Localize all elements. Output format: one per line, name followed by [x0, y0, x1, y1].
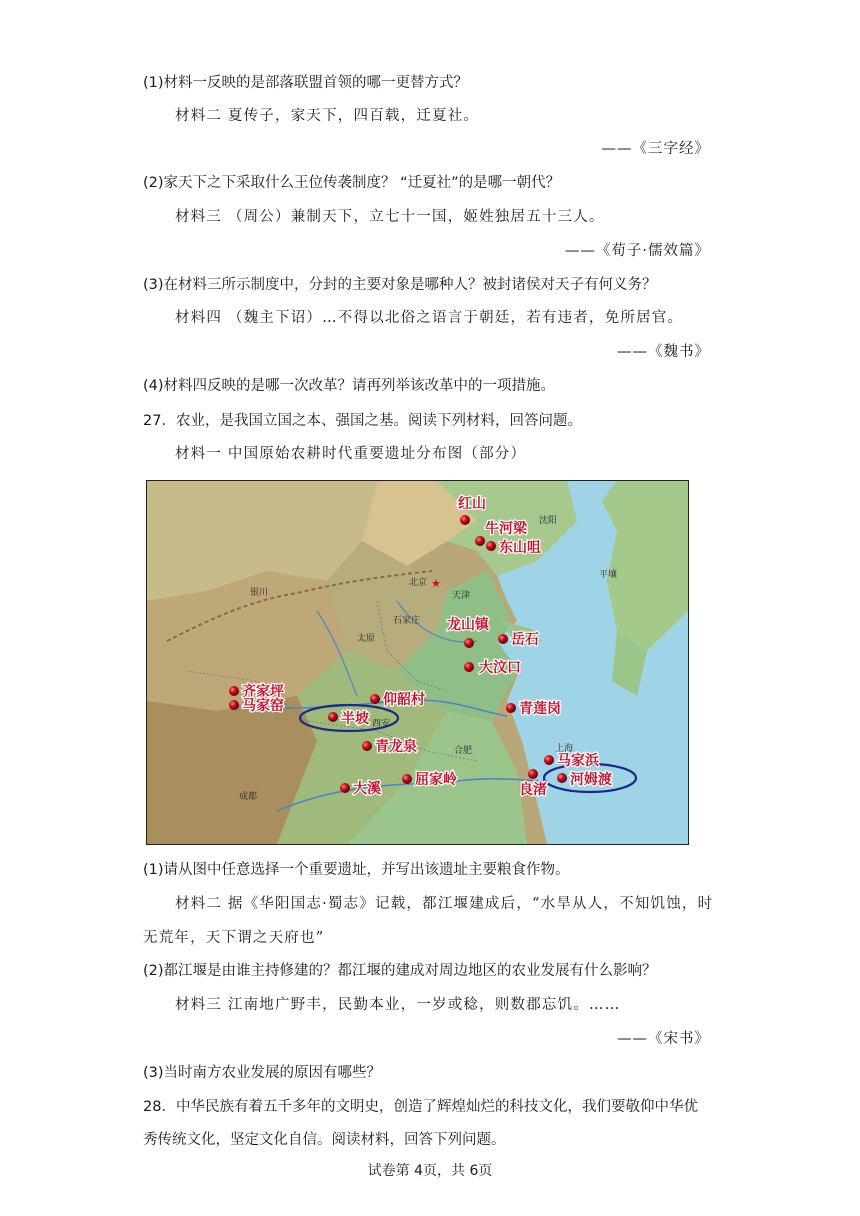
site-label-majiabang: 马家浜: [557, 753, 599, 769]
material-27-1: 材料一 中国原始农耕时代重要遗址分布图（部分）: [175, 446, 527, 462]
place-xian: 西安: [372, 719, 391, 729]
site-marker-qinglongquan: [362, 741, 372, 751]
site-label-dawenkou: 大汶口: [479, 660, 521, 676]
site-marker-longshanzhen: [464, 638, 474, 648]
question-1: (1)材料一反映的是部落联盟首领的哪一更替方式？: [143, 75, 469, 91]
question-27-2: (2)都江堰是由谁主持修建的？都江堰的建成对周边地区的农业发展有什么影响？: [143, 963, 657, 979]
site-label-banpo: 半坡: [341, 711, 369, 727]
source-2: ——《三字经》: [601, 141, 710, 157]
site-marker-yangshaocun: [370, 694, 380, 704]
site-marker-hongshan: [460, 515, 470, 525]
site-label-niuheliang: 牛河梁: [485, 521, 527, 537]
material-27-2-line2: 无荒年，天下谓之天府也”: [143, 930, 325, 946]
site-label-liangzhu: 良渚: [519, 782, 547, 798]
question-27-3: (3)当时南方农业发展的原因有哪些？: [143, 1065, 382, 1081]
site-label-qujialing: 屈家岭: [415, 772, 457, 788]
site-marker-yueshi: [498, 634, 508, 644]
question-28-line1: 28．中华民族有着五千多年的文明史，创造了辉煌灿烂的科技文化，我们要敬仰中华优: [143, 1099, 698, 1115]
site-label-qinglongquan: 青龙泉: [375, 739, 417, 755]
site-label-qinglian-gang: 青莲岗: [519, 701, 561, 717]
site-marker-banpo: [328, 712, 338, 722]
question-27-1: (1)请从图中任意选择一个重要遗址，并写出该遗址主要粮食作物。: [143, 862, 570, 878]
site-marker-daxi: [340, 783, 350, 793]
question-2: (2)家天下之下采取什么王位传袭制度？ “迁夏社”的是哪一朝代？: [143, 175, 561, 191]
place-shijiazhuang: 石家庄: [393, 616, 421, 626]
place-shenyang: 沈阳: [539, 516, 558, 526]
site-label-dongshanzui: 东山咀: [499, 540, 541, 556]
place-taiyuan: 太原: [357, 634, 376, 644]
beijing-star-icon: ★: [431, 577, 441, 590]
site-label-daxi: 大溪: [353, 781, 381, 797]
question-4: (4)材料四反映的是哪一次改革？请再列举该改革中的一项措施。: [143, 378, 556, 394]
material-2: 材料二 夏传子，家天下，四百载，迁夏社。: [175, 108, 480, 124]
site-marker-dawenkou: [464, 662, 474, 672]
place-pyongyang: 平壤: [599, 570, 618, 580]
site-marker-qijiaping: [229, 686, 239, 696]
site-label-qijiaping: 齐家坪: [242, 684, 284, 700]
site-marker-hemudu: [557, 773, 567, 783]
site-marker-qujialing: [402, 774, 412, 784]
place-shanghai: 上海: [555, 744, 574, 754]
place-tianjin: 天津: [452, 591, 471, 601]
site-marker-dongshanzui: [486, 541, 496, 551]
site-label-majiayao: 马家窑: [242, 698, 284, 714]
site-label-hongshan: 红山: [458, 496, 486, 512]
site-marker-majiabang: [544, 755, 554, 765]
material-27-2-line1: 材料二 据《华阳国志·蜀志》记载，都江堰建成后，“水旱从人，不知饥蚀，时: [175, 896, 714, 912]
source-3: ——《荀子·儒效篇》: [564, 243, 710, 259]
site-marker-niuheliang: [475, 536, 485, 546]
site-marker-liangzhu: [528, 769, 538, 779]
place-yinchuan: 银川: [250, 588, 269, 598]
site-distribution-map: [146, 480, 689, 845]
question-28-line2: 秀传统文化，坚定文化自信。阅读材料，回答下列问题。: [143, 1132, 506, 1148]
source-4: ——《魏书》: [617, 344, 710, 360]
question-27: 27．农业，是我国立国之本、强国之基。阅读下列材料，回答问题。: [143, 413, 582, 429]
site-label-yangshaocun: 仰韶村: [383, 692, 425, 708]
site-label-hemudu: 河姆渡: [570, 772, 612, 788]
material-3: 材料三 （周公）兼制天下，立七十一国，姬姓独居五十三人。: [175, 209, 605, 225]
site-marker-majiayao: [229, 700, 239, 710]
place-chengdu: 成都: [239, 792, 258, 802]
source-27-3: ——《宋书》: [617, 1031, 710, 1047]
material-4: 材料四 （魏主下诏）…不得以北俗之语言于朝廷，若有违者，免所居官。: [175, 310, 684, 326]
site-label-yueshi: 岳石: [511, 632, 539, 648]
place-hefei: 合肥: [454, 746, 473, 756]
site-label-longshanzhen: 龙山镇: [447, 617, 489, 633]
material-27-3: 材料三 江南地广野丰，民勤本业，一岁或稔，则数郡忘饥。……: [175, 997, 621, 1013]
question-3: (3)在材料三所示制度中，分封的主要对象是哪种人？被封诸侯对天子有何义务？: [143, 277, 657, 293]
page-footer: 试卷第 4页，共 6页: [367, 1163, 493, 1179]
site-marker-qinglian-gang: [506, 703, 516, 713]
place-beijing: 北京: [409, 578, 428, 588]
